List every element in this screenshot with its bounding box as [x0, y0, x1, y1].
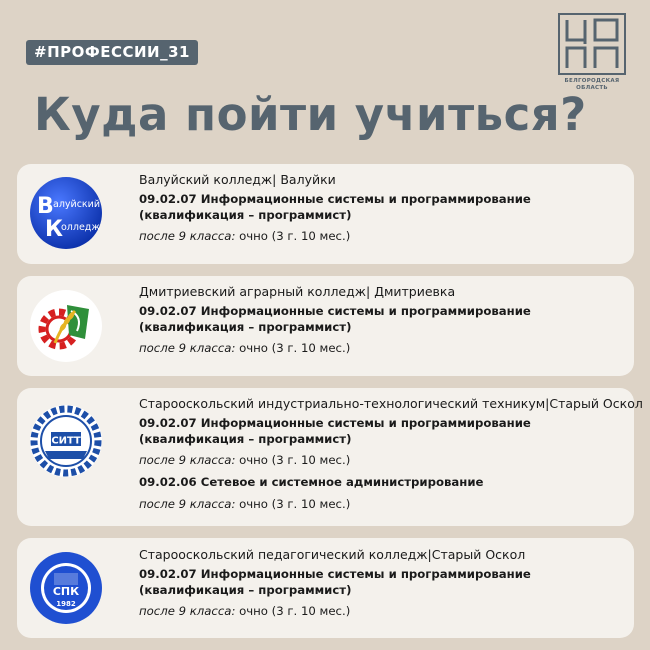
- college-card-valuyki[interactable]: [17, 164, 634, 264]
- study-form: [139, 497, 624, 511]
- copp-logo: [557, 12, 627, 92]
- study-value: очно (3 г. 10 мес.): [239, 229, 351, 243]
- spk-emblem: [29, 551, 103, 625]
- college-name: Старооскольский педагогический колледж|Старый Оскол: [139, 547, 526, 562]
- program-title: [139, 416, 624, 447]
- dmitrievka-college-emblem: [29, 289, 103, 363]
- study-value: очно (3 г. 10 мес.): [239, 341, 351, 355]
- study-label: после 9 класса:: [139, 604, 236, 618]
- college-name: Дмитриевский аграрный колледж| Дмитриевка: [139, 284, 456, 299]
- program-line2: (квалификация – программист): [139, 431, 352, 446]
- study-form: [139, 604, 624, 618]
- study-label: после 9 класса:: [139, 496, 236, 511]
- spk-emblem-year: 1982: [56, 600, 76, 608]
- college-card-spk[interactable]: [17, 538, 634, 638]
- study-form: [139, 453, 624, 467]
- emblem-word-1: алуйский: [53, 199, 100, 210]
- program-title: [139, 475, 624, 491]
- study-form: [139, 341, 624, 355]
- program-line1: 09.02.07 Информационные системы и программирование: [139, 192, 531, 206]
- emblem-letter-k: К: [45, 217, 63, 242]
- spk-emblem-text: СПК: [52, 585, 80, 598]
- college-name: Валуйский колледж| Валуйки: [139, 172, 336, 187]
- logo-region-line1: БЕЛГОРОДСКАЯ: [564, 78, 620, 84]
- page-title: Куда пойти учиться?: [34, 88, 587, 141]
- program-title: [139, 192, 624, 223]
- program-line1: 09.02.07 Информационные системы и программирование: [139, 416, 531, 430]
- program-line2: (квалификация – программист): [139, 582, 352, 597]
- logo-letters: ЦОПП: [592, 75, 596, 76]
- logo-region-line2: ОБЛАСТЬ: [576, 85, 608, 91]
- college-card-sitt[interactable]: [17, 388, 643, 526]
- sitt-emblem: [29, 404, 103, 478]
- program-line2: (квалификация – программист): [139, 319, 352, 334]
- emblem-word-2: олледж: [61, 222, 100, 233]
- hashtag-badge[interactable]: #ПРОФЕССИИ_31: [26, 40, 198, 65]
- study-value: очно (3 г. 10 мес.): [239, 604, 351, 618]
- study-label: после 9 класса:: [139, 341, 236, 355]
- study-form: [139, 229, 624, 243]
- copp-logo-icon: [557, 12, 627, 76]
- college-name: Старооскольский индустриально-технологический техникум|Старый Оскол: [139, 396, 643, 411]
- study-label: после 9 класса:: [139, 453, 236, 467]
- sitt-emblem-text: СИТТ: [51, 435, 81, 447]
- program-title: [139, 304, 624, 335]
- program-line1: 09.02.07 Информационные системы и программирование: [139, 567, 531, 581]
- study-value: очно (3 г. 10 мес.): [239, 496, 351, 511]
- study-value: очно (3 г. 10 мес.): [239, 453, 351, 467]
- valuyki-college-emblem: [29, 176, 103, 250]
- program-line1: 09.02.07 Информационные системы и программирование: [139, 304, 531, 318]
- program-title: [139, 567, 624, 598]
- program-line1: 09.02.06 Сетевое и системное администрирование: [139, 475, 484, 489]
- study-label: после 9 класса:: [139, 229, 236, 243]
- emblem-letter-v: В: [37, 194, 54, 219]
- college-card-dmitrievka[interactable]: [17, 276, 634, 376]
- program-line2: (квалификация – программист): [139, 207, 352, 222]
